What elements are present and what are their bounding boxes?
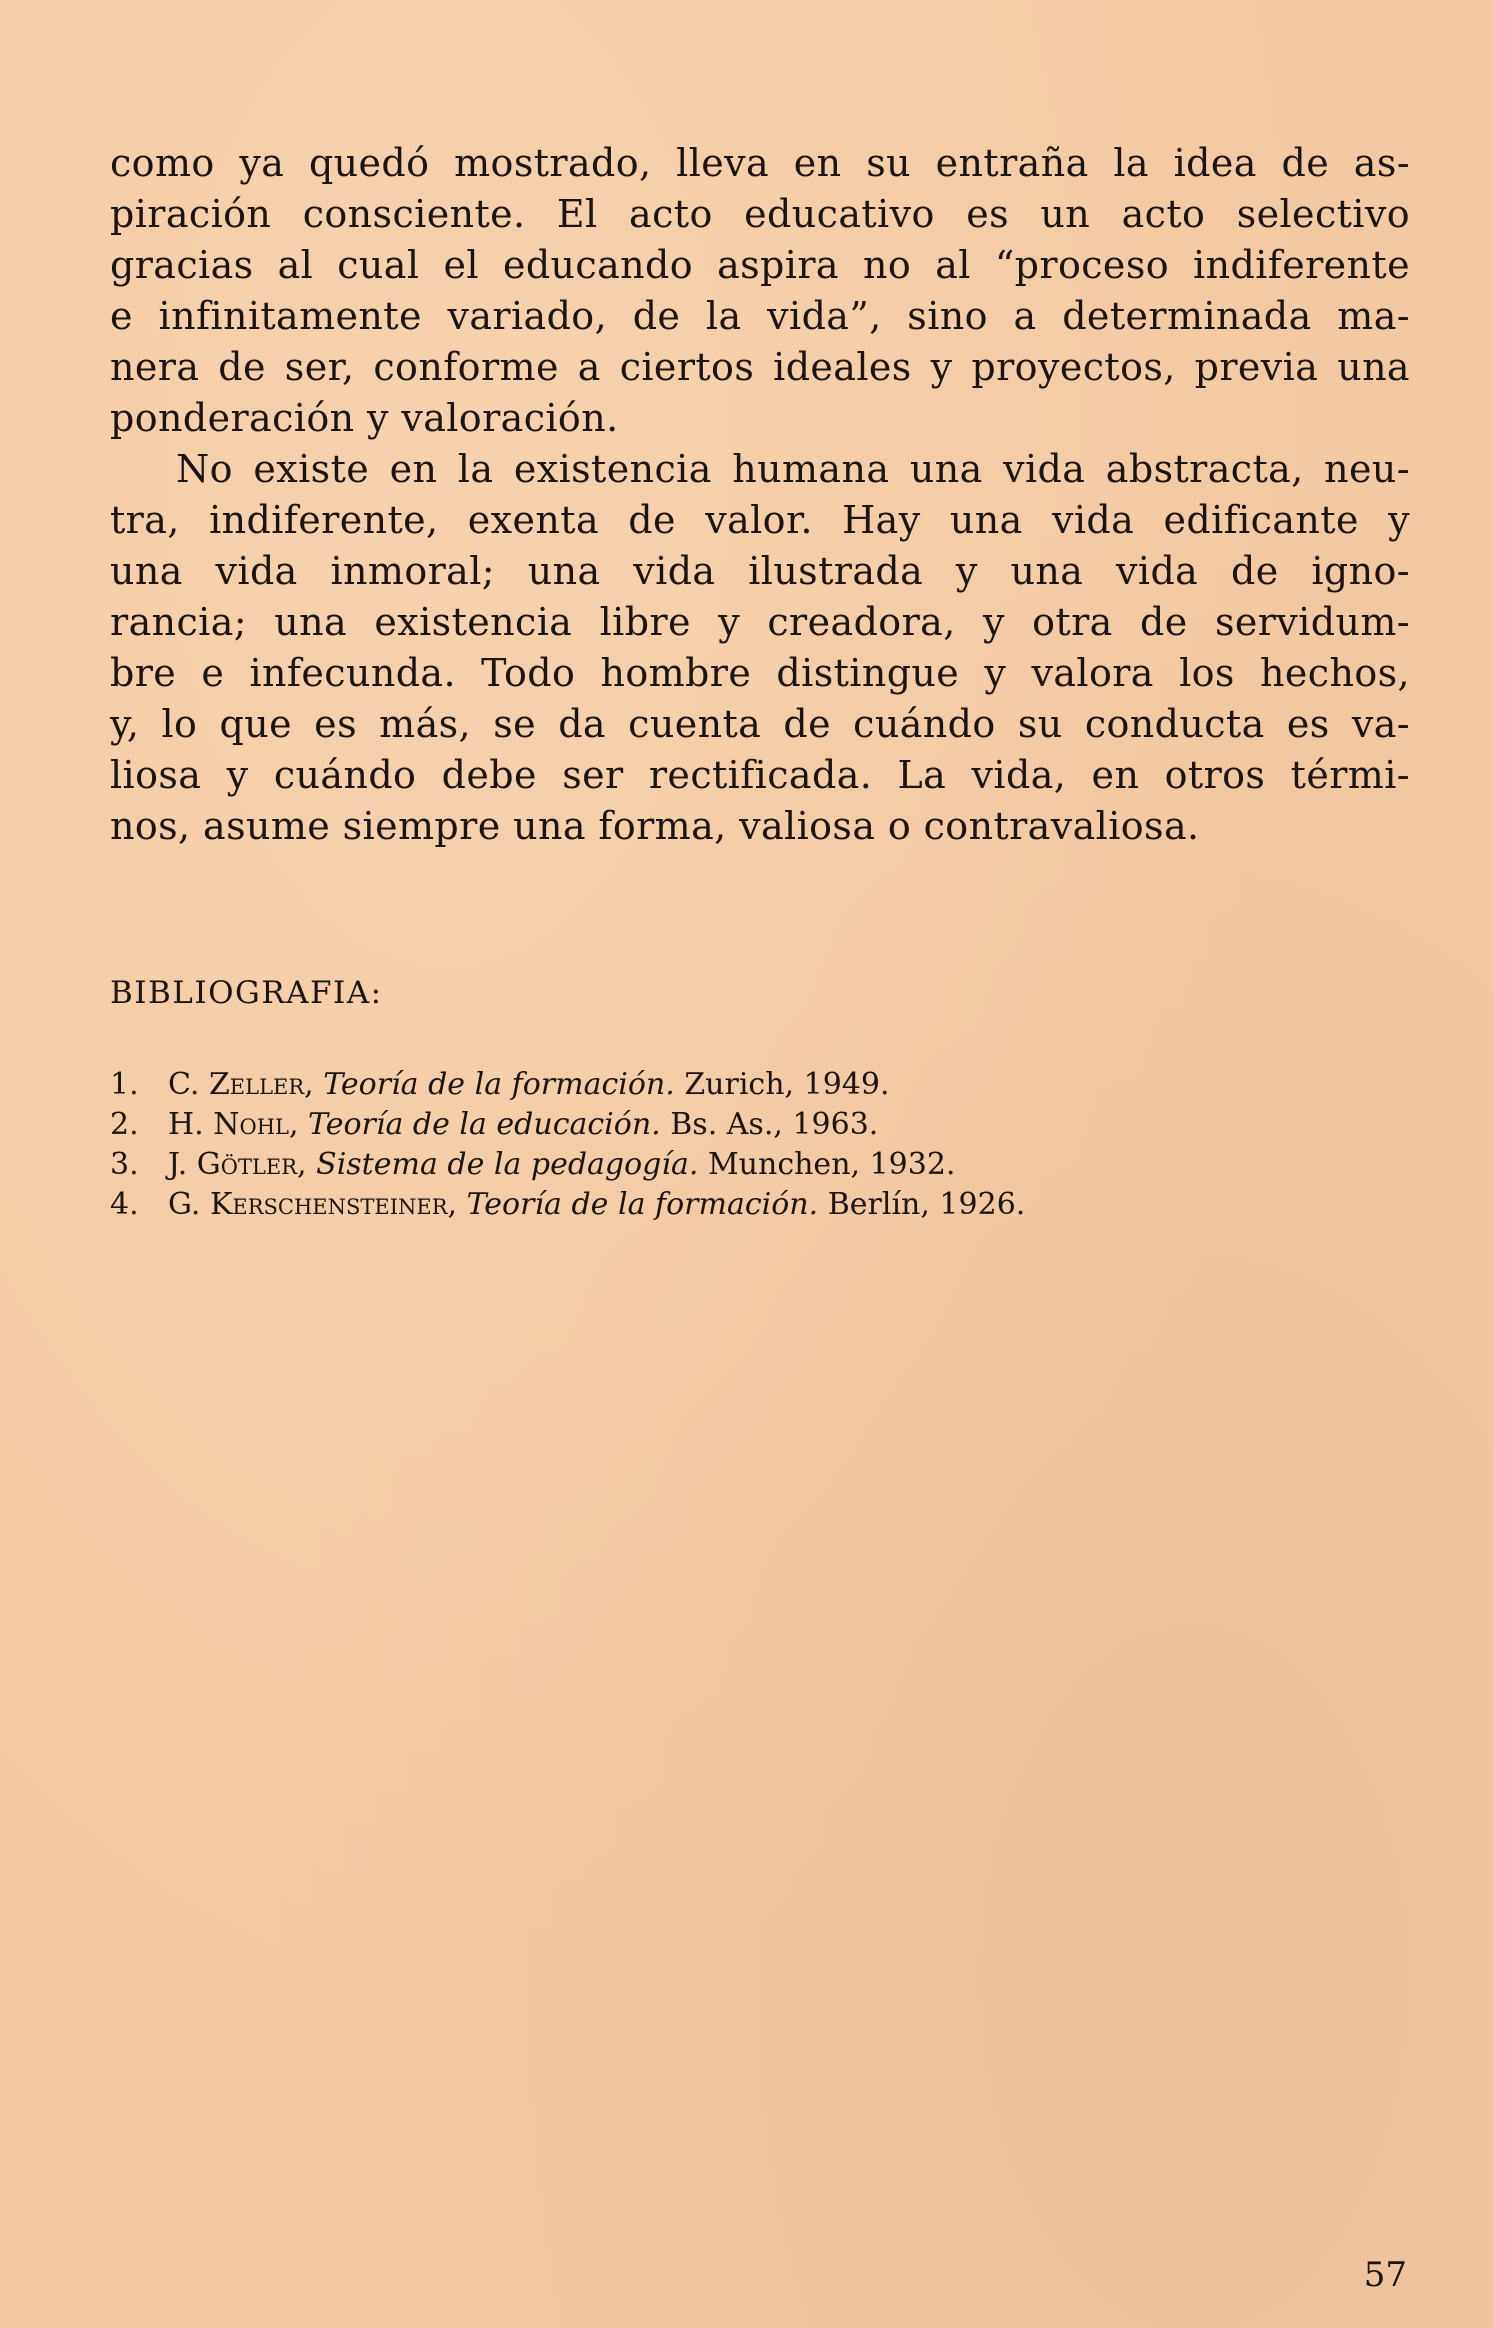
page-number: 57 xyxy=(1363,2255,1407,2295)
bibliography-list xyxy=(110,1065,1210,1225)
text-line: rancia; una existencia libre y creadora, y otra de servidum- xyxy=(110,600,1410,644)
item-work: Teoría de la formación. xyxy=(323,1067,675,1102)
item-publication: Munchen, 1932. xyxy=(707,1147,956,1182)
text-line: bre e infecunda. Todo hombre distingue y valora los hechos, xyxy=(110,651,1410,695)
item-author: J. Götler, xyxy=(168,1147,307,1182)
item-number: 2. xyxy=(110,1107,139,1142)
text-line: como ya quedó mostrado, lleva en su entraña la idea de as- xyxy=(110,141,1410,185)
item-publication: Bs. As., 1963. xyxy=(670,1107,879,1142)
text-line: gracias al cual el educando aspira no al “proceso indiferente xyxy=(110,243,1410,287)
item-number: 4. xyxy=(110,1187,139,1222)
item-author: C. Zeller, xyxy=(168,1067,314,1102)
text-line: y, lo que es más, se da cuenta de cuándo su conducta es va- xyxy=(110,702,1410,746)
bibliography-item xyxy=(110,1105,1210,1145)
item-number: 3. xyxy=(110,1147,139,1182)
main-text xyxy=(110,138,1410,852)
bibliography-item xyxy=(110,1145,1210,1185)
text-line: nos, asume siempre una forma, valiosa o contravaliosa. xyxy=(110,804,1200,848)
text-line: liosa y cuándo debe ser rectificada. La vida, en otros térmi- xyxy=(110,753,1410,797)
bibliography-item xyxy=(110,1065,1210,1105)
text-line: tra, indiferente, exenta de valor. Hay una vida edificante y xyxy=(110,498,1410,542)
item-work: Teoría de la formación. xyxy=(466,1187,819,1222)
bibliography-item xyxy=(110,1185,1210,1225)
item-number: 1. xyxy=(110,1067,139,1102)
text-line: ponderación y valoración. xyxy=(110,396,619,440)
item-publication: Berlín, 1926. xyxy=(827,1187,1026,1222)
text-line: una vida inmoral; una vida ilustrada y una vida de igno- xyxy=(110,549,1410,593)
item-author: G. Kerschensteiner, xyxy=(168,1187,458,1222)
paragraph-1 xyxy=(110,138,1410,444)
item-publication: Zurich, 1949. xyxy=(684,1067,890,1102)
item-work: Teoría de la educación. xyxy=(308,1107,661,1142)
bibliography-heading: BIBLIOGRAFIA: xyxy=(110,975,383,1011)
text-line: No existe en la existencia humana una vida abstracta, neu- xyxy=(176,447,1410,491)
text-line: piración consciente. El acto educativo es un acto selectivo xyxy=(110,192,1410,236)
text-line: e infinitamente variado, de la vida”, sino a determinada ma- xyxy=(110,294,1410,338)
text-line: nera de ser, conforme a ciertos ideales y proyectos, previa una xyxy=(110,345,1410,389)
paragraph-2 xyxy=(110,444,1410,852)
item-work: Sistema de la pedagogía. xyxy=(316,1147,699,1182)
item-author: H. Nohl, xyxy=(168,1107,299,1142)
